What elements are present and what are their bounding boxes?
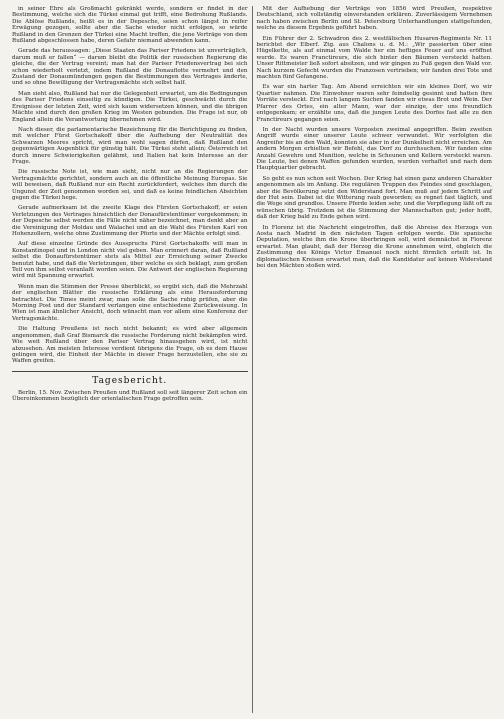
article-paragraph: In Florenz ist die Nachricht eingetroffen, daß die Abreise des Herzogs von Aosta nach Madrid in den nächsten Tagen erfolgen werde. Die spanische Deputation, welche ihm die Krone überbringen soll, wird demnächst in Florenz erwartet. Man glaubt, daß der Herzog die Krone annehmen wird, obgleich die Zustimmung des Königs Victor Emanuel noch nicht förmlich erteilt ist. In diplomatischen Kreisen erwartet man, daß die Kandidatur auf keinen Widerstand bei den Mächten stoßen wird. [256, 224, 492, 270]
article-paragraph: In der Nacht wurden unsere Vorposten zweimal angegriffen. Beim zweiten Angriff wurde einer unserer Leute schwer verwundet. Wir verfolgten die Angreifer bis an den Wald, konnten sie aber in der Dunkelheit nicht erreichen. Am andern Morgen erhielten wir Befehl, das Dorf zu durchsuchen. Wir fanden eine Anzahl Gewehre und Munition, welche in Scheunen und Kellern versteckt waren. Die Leute, bei denen Waffen gefunden wurden, wurden verhaftet und nach dem Hauptquartier gebracht. [256, 126, 492, 172]
article-paragraph: Es war ein harter Tag. Am Abend erreichten wir ein kleines Dorf, wo wir Quartier nahmen. Die Einwohner waren sehr feindselig gesinnt und hatten ihre Vorräte versteckt. Erst nach langem Suchen fanden wir etwas Brot und Wein. Der Pfarrer des Ortes, ein alter Mann, war der einzige, der uns freundlich entgegenkam; er erzählte uns, daß die jungen Leute des Dorfes fast alle zu den Franctireurs gegangen seien. [256, 84, 492, 123]
article-paragraph: in seiner Ehre als Großmacht gekränkt werde, sondern er findet in der Bestimmung, welche sich die Türkei einmal gut trifft, eine Bedrohung Rußlands. Die Ablöse Rußlands, heißt es in der Depesche, seien schon längst in reifer Erwägung gezogen, sollte aber die Sache wieder nicht erfolgen, so würde Rußland in den Grenzen der Türkei eine Macht treffen, die jene Verträge von dem Rußland abgeschlossen habe, deren Gefahr niemand abwenden kann. [12, 6, 248, 45]
article-paragraph: Gerade das heraussagen: „Diese Staaten das Pariser Friedens ist unverträglich, darum muß er fallen“ — darum bleibt die Politik der russischen Regierung die gleiche, die der Vertrag vereint; man hat der Pariser Friedensvertrag bei sich schon wiederholt verletzt, indem Rußland die Donauflotte vermehrt und den Zustand der Donaumündungen gegen die Bestimmungen des Vertrages änderte, und so ohne Bewilligung der Vertragsmächte sich selbst half. [12, 48, 248, 87]
right-column [253, 6, 497, 713]
article-paragraph: Ein Führer der 2. Schwadron des 2. westfälischen Husaren-Regiments Nr. 11 berichtet der Elberf. Ztg. aus Chalons u. d. M.: „Wir passierten über eine Hügelkette, als auf einmal vom Walde her ein heftiges Feuer auf uns eröffnet wurde. Es waren Franctireurs, die sich hinter den Bäumen versteckt hatten. Unser Rittmeister ließ sofort absitzen, und wir gingen zu Fuß gegen den Wald vor. Nach kurzem Gefecht wurden die Franzosen vertrieben; wir fanden drei Tote und machten fünf Gefangene. [256, 35, 492, 81]
article-paragraph: Mit der Aufhebung der Verträge von 1856 wird Preußen, respektive Deutschland, sich vollständig einverstanden erklären. Zuverlässigem Vernehmen nach haben zwischen Berlin und St. Petersburg Unterhandlungen stattgefunden, welche zu diesem Ergebnis geführt haben. [256, 6, 492, 32]
article-paragraph: Auf diese einzelne Gründe des Ausspruchs Fürst Gortschakoffs will man in Konstantinopel und in London nicht viel geben. Man erinnert daran, daß Rußland selbst die Donaufürstentümer stets als Mittel zur Erreichung seiner Zwecke benutzt habe, und daß die Verletzungen, über welche es sich beklagt, zum großen Teil von ihm selbst veranlaßt worden seien. Die Antwort der englischen Regierung wird mit Spannung erwartet. [12, 241, 248, 280]
article-paragraph: Die Haltung Preußens ist noch nicht bekannt; es wird aber allgemein angenommen, daß Graf Bismarck die russische Forderung nicht bekämpfen wird. Wie weit Rußland über den Pariser Vertrag hinausgehen wird, ist nicht abzusehen. Am meisten Interesse verdient übrigens die Frage, ob es dem Hause gelingen wird, die Einheit der Mächte in dieser Frage herzustellen, ehe sie zu Waffen greifen. [12, 326, 248, 365]
article-paragraph: Gerade aufmerksam ist die zweite Klage des Fürsten Gortschakoff, er seien Verletzungen des Vertrages hinsichtlich der Donaufürstentümer vorgekommen; in der Depesche selbst werden die Fälle nicht näher bezeichnet, man denkt aber an die Vereinigung der Moldau und Walachei und an die Wahl des Fürsten Karl von Hohenzollern, welche ohne Zustimmung der Pforte und der Mächte erfolgt sind. [12, 205, 248, 237]
article-paragraph: Nach dieser, die parlamentarische Bezeichnung für die Berichtigung zu finden, mit welcher Fürst Gortschakoff über die Aufhebung der Neutralität des Schwarzen Meeres spricht, wird man wohl sagen dürfen, daß Rußland den gegenwärtigen Augenblick für günstig hält. Die Türkei steht allein; Österreich ist durch innere Schwierigkeiten gelähmt, und Italien hat kein Interesse an der Frage. [12, 126, 248, 165]
section-title-tagesbericht: Tagesbericht. [92, 375, 168, 386]
column-layout [8, 6, 496, 713]
left-column [8, 6, 253, 713]
article-paragraph: Die russische Note ist, wie man sieht, nicht nur an die Regierungen der Vertragsmächte gerichtet, sondern auch an die öffentliche Meinung Europas. Sie will beweisen, daß Rußland nur ein Recht zurückfordert, welches ihm durch die Ungunst der Zeit genommen worden sei, und daß es keine feindlichen Absichten gegen die Türkei hege. [12, 169, 248, 201]
report-paragraph: Berlin, 15. Nov. Zwischen Preußen und Rußland soll seit längerer Zeit schon ein Übereinkommen bezüglich der orientalischen Frage getroffen sein. [12, 389, 248, 403]
article-paragraph: So geht es nun schon seit Wochen. Der Krieg hat einen ganz anderen Charakter angenommen als im Anfang. Die regulären Truppen des Feindes sind geschlagen, aber die Bevölkerung setzt den Widerstand fort. Man muß auf jedem Schritt auf der Hut sein. Dabei ist die Witterung rauh geworden; es regnet fast täglich, und die Wege sind grundlos. Unsere Pferde leiden sehr, und die Verpflegung läßt oft zu wünschen übrig. Trotzdem ist die Stimmung der Mannschaften gut; jeder hofft, daß der Krieg bald zu Ende gehen wird. [256, 175, 492, 221]
article-paragraph: Man sieht also, Rußland hat nur die Gelegenheit erwartet, um die Bedingungen des Pariser Friedens einseitig zu kündigen. Die Türkei, geschwächt durch die Ereignisse der letzten Zeit, wird sich kaum widersetzen können, und die übrigen Mächte sind durch den großen Krieg im Westen gebunden. Die Frage ist nur, ob England allein die Verantwortung übernehmen wird. [12, 90, 248, 123]
section-divider [12, 371, 248, 372]
article-paragraph: Wenn man die Stimmen der Presse überblickt, so ergibt sich, daß die Mehrzahl der englischen Blätter die russische Erklärung als eine Herausforderung betrachtet. Die Times meint zwar, man solle die Sache ruhig prüfen, aber die Morning Post und der Standard verlangen eine entschiedene Zurückweisung. In Wien ist man ähnlicher Ansicht, doch wünscht man vor allem eine Konferenz der Vertragsmächte. [12, 283, 248, 322]
